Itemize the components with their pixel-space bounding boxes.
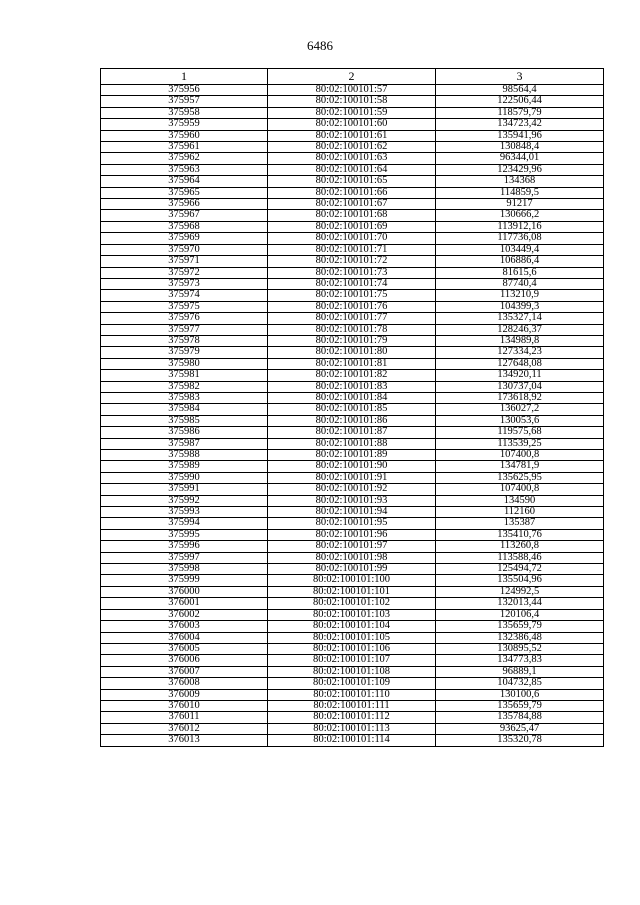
table-row <box>101 290 604 301</box>
row-number-cell: 375998 <box>101 564 268 575</box>
cadastral-number-cell: 80:02:100101:72 <box>268 256 436 267</box>
table-row <box>101 723 604 734</box>
value-cell: 96889,1 <box>436 666 604 677</box>
value-cell: 122506,44 <box>436 96 604 107</box>
table-row <box>101 176 604 187</box>
row-number-cell: 375959 <box>101 119 268 130</box>
table-row <box>101 415 604 426</box>
cadastral-number-cell: 80:02:100101:90 <box>268 461 436 472</box>
table-row <box>101 324 604 335</box>
table-row <box>101 142 604 153</box>
row-number-cell: 376013 <box>101 735 268 746</box>
table-row <box>101 404 604 415</box>
row-number-cell: 375989 <box>101 461 268 472</box>
table-row <box>101 621 604 632</box>
table-row <box>101 392 604 403</box>
row-number-cell: 376007 <box>101 666 268 677</box>
page-number: 6486 <box>307 38 333 53</box>
cadastral-number-cell: 80:02:100101:80 <box>268 347 436 358</box>
value-cell: 130053,6 <box>436 415 604 426</box>
row-number-cell: 375968 <box>101 221 268 232</box>
row-number-cell: 375967 <box>101 210 268 221</box>
cadastral-number-cell: 80:02:100101:109 <box>268 678 436 689</box>
value-cell: 130848,4 <box>436 142 604 153</box>
value-cell: 132386,48 <box>436 632 604 643</box>
cadastral-number-cell: 80:02:100101:70 <box>268 233 436 244</box>
cadastral-number-cell: 80:02:100101:105 <box>268 632 436 643</box>
value-cell: 130666,2 <box>436 210 604 221</box>
value-cell: 127334,23 <box>436 347 604 358</box>
value-cell: 119575,68 <box>436 427 604 438</box>
column-header-1: 1 <box>101 69 268 85</box>
table-row <box>101 119 604 130</box>
table-row <box>101 541 604 552</box>
value-cell: 112160 <box>436 507 604 518</box>
table-row <box>101 712 604 723</box>
value-cell: 127648,08 <box>436 358 604 369</box>
value-cell: 130737,04 <box>436 381 604 392</box>
table-row <box>101 381 604 392</box>
table-row <box>101 632 604 643</box>
cadastral-number-cell: 80:02:100101:87 <box>268 427 436 438</box>
row-number-cell: 375958 <box>101 107 268 118</box>
data-table <box>100 68 604 747</box>
row-number-cell: 376008 <box>101 678 268 689</box>
table-row <box>101 164 604 175</box>
table-body <box>101 85 604 747</box>
row-number-cell: 375977 <box>101 324 268 335</box>
row-number-cell: 375984 <box>101 404 268 415</box>
cadastral-number-cell: 80:02:100101:107 <box>268 655 436 666</box>
cadastral-number-cell: 80:02:100101:95 <box>268 518 436 529</box>
table-row <box>101 199 604 210</box>
cadastral-number-cell: 80:02:100101:114 <box>268 735 436 746</box>
row-number-cell: 375997 <box>101 552 268 563</box>
row-number-cell: 376000 <box>101 586 268 597</box>
table-row <box>101 564 604 575</box>
table-row <box>101 461 604 472</box>
table-row <box>101 666 604 677</box>
cadastral-number-cell: 80:02:100101:92 <box>268 484 436 495</box>
cadastral-number-cell: 80:02:100101:75 <box>268 290 436 301</box>
cadastral-number-cell: 80:02:100101:61 <box>268 130 436 141</box>
cadastral-number-cell: 80:02:100101:79 <box>268 335 436 346</box>
row-number-cell: 375991 <box>101 484 268 495</box>
value-cell: 123429,96 <box>436 164 604 175</box>
row-number-cell: 375975 <box>101 301 268 312</box>
value-cell: 135320,78 <box>436 735 604 746</box>
value-cell: 91217 <box>436 199 604 210</box>
value-cell: 93625,47 <box>436 723 604 734</box>
row-number-cell: 375983 <box>101 392 268 403</box>
table-row <box>101 450 604 461</box>
value-cell: 134723,42 <box>436 119 604 130</box>
row-number-cell: 375978 <box>101 335 268 346</box>
cadastral-number-cell: 80:02:100101:67 <box>268 199 436 210</box>
table-row <box>101 507 604 518</box>
cadastral-number-cell: 80:02:100101:108 <box>268 666 436 677</box>
cadastral-number-cell: 80:02:100101:62 <box>268 142 436 153</box>
row-number-cell: 375962 <box>101 153 268 164</box>
cadastral-number-cell: 80:02:100101:94 <box>268 507 436 518</box>
table-row <box>101 153 604 164</box>
table-row <box>101 427 604 438</box>
value-cell: 87740,4 <box>436 278 604 289</box>
row-number-cell: 375993 <box>101 507 268 518</box>
table-row <box>101 244 604 255</box>
table-row <box>101 575 604 586</box>
value-cell: 113588,46 <box>436 552 604 563</box>
cadastral-number-cell: 80:02:100101:85 <box>268 404 436 415</box>
cadastral-number-cell: 80:02:100101:99 <box>268 564 436 575</box>
row-number-cell: 375986 <box>101 427 268 438</box>
value-cell: 128246,37 <box>436 324 604 335</box>
table-row <box>101 301 604 312</box>
value-cell: 134773,83 <box>436 655 604 666</box>
cadastral-number-cell: 80:02:100101:111 <box>268 700 436 711</box>
cadastral-number-cell: 80:02:100101:97 <box>268 541 436 552</box>
table-row <box>101 85 604 96</box>
value-cell: 96344,01 <box>436 153 604 164</box>
value-cell: 134920,11 <box>436 370 604 381</box>
row-number-cell: 376002 <box>101 609 268 620</box>
row-number-cell: 376004 <box>101 632 268 643</box>
table-row <box>101 347 604 358</box>
value-cell: 135387 <box>436 518 604 529</box>
row-number-cell: 375965 <box>101 187 268 198</box>
row-number-cell: 376009 <box>101 689 268 700</box>
table-row <box>101 370 604 381</box>
value-cell: 130100,6 <box>436 689 604 700</box>
value-cell: 135625,95 <box>436 472 604 483</box>
cadastral-number-cell: 80:02:100101:102 <box>268 598 436 609</box>
cadastral-number-cell: 80:02:100101:78 <box>268 324 436 335</box>
cadastral-number-cell: 80:02:100101:83 <box>268 381 436 392</box>
cadastral-number-cell: 80:02:100101:81 <box>268 358 436 369</box>
table-row <box>101 735 604 746</box>
table-row <box>101 700 604 711</box>
row-number-cell: 376010 <box>101 700 268 711</box>
value-cell: 134590 <box>436 495 604 506</box>
row-number-cell: 375960 <box>101 130 268 141</box>
row-number-cell: 375961 <box>101 142 268 153</box>
value-cell: 134368 <box>436 176 604 187</box>
row-number-cell: 375980 <box>101 358 268 369</box>
column-header-3: 3 <box>436 69 604 85</box>
value-cell: 104399,3 <box>436 301 604 312</box>
value-cell: 124992,5 <box>436 586 604 597</box>
cadastral-number-cell: 80:02:100101:96 <box>268 529 436 540</box>
row-number-cell: 375976 <box>101 313 268 324</box>
value-cell: 135410,76 <box>436 529 604 540</box>
value-cell: 135659,79 <box>436 621 604 632</box>
value-cell: 81615,6 <box>436 267 604 278</box>
value-cell: 130895,52 <box>436 643 604 654</box>
cadastral-number-cell: 80:02:100101:66 <box>268 187 436 198</box>
value-cell: 118579,79 <box>436 107 604 118</box>
row-number-cell: 375974 <box>101 290 268 301</box>
value-cell: 132013,44 <box>436 598 604 609</box>
cadastral-number-cell: 80:02:100101:73 <box>268 267 436 278</box>
row-number-cell: 376005 <box>101 643 268 654</box>
table-row <box>101 643 604 654</box>
value-cell: 134781,9 <box>436 461 604 472</box>
value-cell: 107400,8 <box>436 484 604 495</box>
table-row <box>101 678 604 689</box>
row-number-cell: 375972 <box>101 267 268 278</box>
row-number-cell: 375985 <box>101 415 268 426</box>
value-cell: 114859,5 <box>436 187 604 198</box>
table-row <box>101 655 604 666</box>
value-cell: 117736,08 <box>436 233 604 244</box>
cadastral-number-cell: 80:02:100101:57 <box>268 85 436 96</box>
cadastral-number-cell: 80:02:100101:77 <box>268 313 436 324</box>
cadastral-number-cell: 80:02:100101:65 <box>268 176 436 187</box>
table-row <box>101 586 604 597</box>
row-number-cell: 375971 <box>101 256 268 267</box>
row-number-cell: 375995 <box>101 529 268 540</box>
value-cell: 135327,14 <box>436 313 604 324</box>
cadastral-number-cell: 80:02:100101:106 <box>268 643 436 654</box>
cadastral-number-cell: 80:02:100101:93 <box>268 495 436 506</box>
value-cell: 104732,85 <box>436 678 604 689</box>
value-cell: 135504,96 <box>436 575 604 586</box>
cadastral-number-cell: 80:02:100101:64 <box>268 164 436 175</box>
table-row <box>101 438 604 449</box>
row-number-cell: 375964 <box>101 176 268 187</box>
value-cell: 106886,4 <box>436 256 604 267</box>
table-row <box>101 358 604 369</box>
table-row <box>101 187 604 198</box>
table-row <box>101 130 604 141</box>
table-row <box>101 107 604 118</box>
table-row <box>101 552 604 563</box>
row-number-cell: 375994 <box>101 518 268 529</box>
table-row <box>101 689 604 700</box>
row-number-cell: 376012 <box>101 723 268 734</box>
table-row <box>101 472 604 483</box>
value-cell: 103449,4 <box>436 244 604 255</box>
table-row <box>101 96 604 107</box>
cadastral-number-cell: 80:02:100101:100 <box>268 575 436 586</box>
value-cell: 113912,16 <box>436 221 604 232</box>
row-number-cell: 376011 <box>101 712 268 723</box>
row-number-cell: 375990 <box>101 472 268 483</box>
column-header-2: 2 <box>268 69 436 85</box>
cadastral-number-cell: 80:02:100101:112 <box>268 712 436 723</box>
row-number-cell: 375992 <box>101 495 268 506</box>
value-cell: 135941,96 <box>436 130 604 141</box>
cadastral-number-cell: 80:02:100101:76 <box>268 301 436 312</box>
value-cell: 125494,72 <box>436 564 604 575</box>
value-cell: 113260,8 <box>436 541 604 552</box>
row-number-cell: 375982 <box>101 381 268 392</box>
row-number-cell: 375996 <box>101 541 268 552</box>
row-number-cell: 375963 <box>101 164 268 175</box>
row-number-cell: 375956 <box>101 85 268 96</box>
cadastral-number-cell: 80:02:100101:84 <box>268 392 436 403</box>
table-row <box>101 233 604 244</box>
value-cell: 98564,4 <box>436 85 604 96</box>
cadastral-number-cell: 80:02:100101:68 <box>268 210 436 221</box>
value-cell: 120106,4 <box>436 609 604 620</box>
row-number-cell: 375957 <box>101 96 268 107</box>
value-cell: 113539,25 <box>436 438 604 449</box>
value-cell: 136027,2 <box>436 404 604 415</box>
value-cell: 173618,92 <box>436 392 604 403</box>
table-row <box>101 256 604 267</box>
row-number-cell: 375987 <box>101 438 268 449</box>
row-number-cell: 375969 <box>101 233 268 244</box>
table-row <box>101 495 604 506</box>
cadastral-number-cell: 80:02:100101:104 <box>268 621 436 632</box>
table-row <box>101 518 604 529</box>
cadastral-number-cell: 80:02:100101:60 <box>268 119 436 130</box>
cadastral-number-cell: 80:02:100101:91 <box>268 472 436 483</box>
table-row <box>101 598 604 609</box>
table-row <box>101 278 604 289</box>
row-number-cell: 376006 <box>101 655 268 666</box>
table-row <box>101 267 604 278</box>
cadastral-number-cell: 80:02:100101:58 <box>268 96 436 107</box>
table-row <box>101 335 604 346</box>
row-number-cell: 375981 <box>101 370 268 381</box>
cadastral-number-cell: 80:02:100101:74 <box>268 278 436 289</box>
value-cell: 135659,79 <box>436 700 604 711</box>
cadastral-number-cell: 80:02:100101:82 <box>268 370 436 381</box>
table-row <box>101 529 604 540</box>
table-row <box>101 210 604 221</box>
row-number-cell: 375999 <box>101 575 268 586</box>
cadastral-number-cell: 80:02:100101:110 <box>268 689 436 700</box>
table-row <box>101 221 604 232</box>
table-row <box>101 313 604 324</box>
value-cell: 135784,88 <box>436 712 604 723</box>
row-number-cell: 375988 <box>101 450 268 461</box>
table-header-row <box>101 69 604 85</box>
cadastral-number-cell: 80:02:100101:113 <box>268 723 436 734</box>
cadastral-number-cell: 80:02:100101:103 <box>268 609 436 620</box>
row-number-cell: 375970 <box>101 244 268 255</box>
cadastral-number-cell: 80:02:100101:63 <box>268 153 436 164</box>
table-row <box>101 484 604 495</box>
row-number-cell: 376003 <box>101 621 268 632</box>
row-number-cell: 375973 <box>101 278 268 289</box>
value-cell: 134989,8 <box>436 335 604 346</box>
cadastral-number-cell: 80:02:100101:71 <box>268 244 436 255</box>
row-number-cell: 376001 <box>101 598 268 609</box>
cadastral-number-cell: 80:02:100101:69 <box>268 221 436 232</box>
cadastral-number-cell: 80:02:100101:98 <box>268 552 436 563</box>
cadastral-number-cell: 80:02:100101:101 <box>268 586 436 597</box>
cadastral-number-cell: 80:02:100101:86 <box>268 415 436 426</box>
cadastral-number-cell: 80:02:100101:88 <box>268 438 436 449</box>
value-cell: 107400,8 <box>436 450 604 461</box>
cadastral-number-cell: 80:02:100101:59 <box>268 107 436 118</box>
cadastral-number-cell: 80:02:100101:89 <box>268 450 436 461</box>
row-number-cell: 375979 <box>101 347 268 358</box>
row-number-cell: 375966 <box>101 199 268 210</box>
table-row <box>101 609 604 620</box>
value-cell: 113210,9 <box>436 290 604 301</box>
